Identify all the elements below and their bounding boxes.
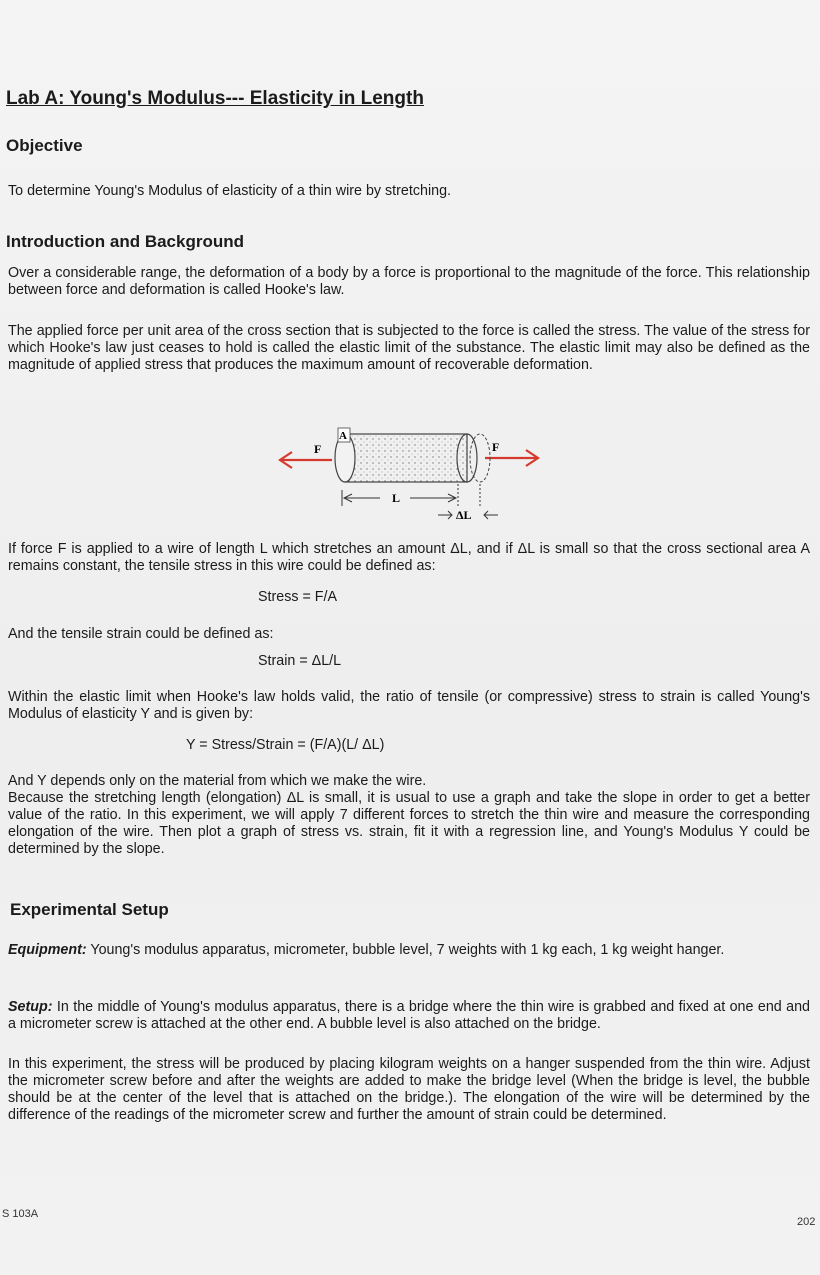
equipment-text: Young's modulus apparatus, micrometer, bubble level, 7 weights with 1 kg each, 1 kg weight hanger.	[86, 942, 725, 958]
objective-heading: Objective	[6, 136, 83, 155]
page-title: Lab A: Young's Modulus--- Elasticity in Length	[6, 88, 424, 109]
setup-heading: Experimental Setup	[10, 900, 169, 919]
label-delta-l: ΔL	[456, 508, 472, 522]
wire-stretch-figure	[270, 420, 560, 530]
footer-course-code: S 103A	[2, 1208, 39, 1220]
equation-strain: Strain = ΔL/L	[258, 653, 342, 669]
objective-text: To determine Young's Modulus of elasticity of a thin wire by stretching.	[8, 183, 451, 199]
setup-text: In the middle of Young's modulus apparatus, there is a bridge where the thin wire is grabbed and fixed at one end and a micrometer screw is attached at the other end. A bubble level is also attached on the bridge.	[8, 999, 810, 1032]
paragraph-strain-intro: And the tensile strain could be defined as:	[8, 626, 274, 642]
label-f-right: F	[492, 440, 500, 454]
label-l: L	[392, 491, 401, 505]
paragraph-method: Because the stretching length (elongation) ΔL is small, it is usual to use a graph and take the slope in order to get a better value of the ratio. In this experiment, we will apply 7 different forces to stretch the thin wire and measure the corresponding elongation of the wire. Then plot a graph of stress vs. strain, fit it with a regression line, and Young's Modulus Y could be determined by the slope.	[8, 790, 810, 857]
length-dimension	[342, 484, 480, 506]
intro-paragraph-1: Over a considerable range, the deformation of a body by a force is proportional to the magnitude of the force. This relationship between force and deformation is called Hooke's law.	[8, 265, 810, 298]
label-f-left: F	[314, 442, 322, 456]
paragraph-material: And Y depends only on the material from which we make the wire.	[8, 773, 427, 789]
equation-stress: Stress = F/A	[258, 589, 338, 605]
setup-label: Setup:	[8, 999, 53, 1015]
equipment-paragraph	[8, 942, 810, 959]
equation-youngs-modulus: Y = Stress/Strain = (F/A)(L/ ΔL)	[186, 737, 385, 753]
equipment-label: Equipment:	[8, 942, 87, 958]
footer-year: 202	[797, 1216, 816, 1228]
procedure-paragraph: In this experiment, the stress will be produced by placing kilogram weights on a hanger suspended from the thin wire. Adjust the micrometer screw before and after the weights are added to make the bridge level (When the bridge is level, the bubble should be at the center of the level that is attached on the bridge.). The elongation of the wire will be determined by the difference of the readings of the micrometer screw and further the amount of strain could be determined.	[8, 1056, 810, 1123]
label-a: A	[339, 430, 347, 442]
intro-paragraph-2: The applied force per unit area of the cross section that is subjected to the force is called the stress. The value of the stress for which Hooke's law just ceases to hold is called the elastic limit of the substance. The elastic limit may also be defined as the magnitude of applied stress that produces the maximum amount of recoverable deformation.	[8, 323, 810, 373]
paragraph-youngs-modulus: Within the elastic limit when Hooke's law holds valid, the ratio of tensile (or compressive) stress to strain is called Young's Modulus of elasticity Y and is given by:	[8, 689, 810, 722]
paragraph-force-definition: If force F is applied to a wire of length L which stretches an amount ΔL, and if ΔL is small so that the cross sectional area A remains constant, the tensile stress in this wire could be defined as:	[8, 541, 810, 574]
intro-heading: Introduction and Background	[6, 232, 244, 251]
wire-cylinder	[345, 434, 467, 482]
force-arrow-left	[280, 452, 332, 468]
setup-paragraph	[8, 999, 810, 1033]
